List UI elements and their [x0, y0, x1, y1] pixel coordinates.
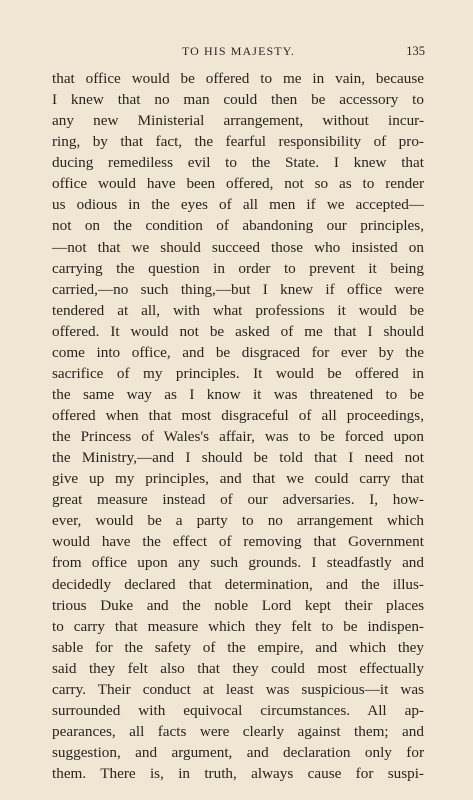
text-line: them. There is, in truth, always cause for suspi- — [52, 765, 424, 783]
page-number: 135 — [406, 44, 425, 58]
text-line: any new Ministerial arrangement, without incur- — [52, 112, 424, 130]
text-line: sacrifice of my principles. It would be offered in — [52, 364, 424, 382]
running-head: TO HIS MAJESTY. — [181, 44, 296, 58]
text-line: carrying the question in order to prevent it being — [52, 259, 424, 277]
text-line: the Ministry,—and I should be told that I need not — [52, 449, 424, 467]
text-line: said they felt also that they could most effectually — [52, 659, 424, 677]
text-line: that office would be offered to me in vain, because — [52, 70, 424, 87]
text-line: offered when that most disgraceful of all proceedings, — [52, 407, 424, 424]
text-line: tendered at all, with what professions it would be — [52, 301, 424, 319]
text-line: carried,—no such thing,—but I knew if office were — [52, 280, 424, 298]
text-line: surrounded with equivocal circumstances. All ap- — [52, 701, 424, 719]
text-line: ring, by that fact, the fearful responsibility of pro- — [52, 133, 424, 151]
text-line: suggestion, and argument, and declaration only for — [52, 744, 424, 761]
page-header — [52, 44, 425, 60]
text-line: the Princess of Wales's affair, was to be forced upon — [52, 428, 424, 446]
text-line: decidedly declared that determination, and the illus- — [52, 575, 424, 593]
text-line: I knew that no man could then be accessory to — [52, 91, 424, 109]
text-line: —not that we should succeed those who insisted on — [52, 238, 424, 256]
text-line: the same way as I know it was threatened to be — [52, 385, 424, 403]
body-text — [52, 68, 424, 784]
text-line: come into office, and be disgraced for ever by the — [52, 343, 424, 361]
text-line: carry. Their conduct at least was suspicious—it was — [52, 680, 424, 698]
text-line: not on the condition of abandoning our principles, — [52, 217, 424, 235]
text-line: ever, would be a party to no arrangement which — [52, 512, 424, 530]
text-line: trious Duke and the noble Lord kept their places — [52, 596, 424, 614]
text-line: ducing remediless evil to the State. I knew that — [52, 154, 424, 172]
text-line: to carry that measure which they felt to be indispen- — [52, 617, 424, 635]
text-line: sable for the safety of the empire, and which they — [52, 638, 424, 656]
text-line: offered. It would not be asked of me that I should — [52, 322, 424, 340]
text-line: give up my principles, and that we could carry that — [52, 470, 424, 488]
text-line: would have the effect of removing that Government — [52, 533, 424, 551]
text-line: great measure instead of our adversaries. I, how- — [52, 491, 424, 509]
text-line: office would have been offered, not so as to render — [52, 175, 424, 193]
text-line: from office upon any such grounds. I steadfastly and — [52, 554, 424, 572]
text-line: us odious in the eyes of all men if we accepted— — [52, 196, 424, 214]
text-line: pearances, all facts were clearly against them; and — [52, 722, 424, 740]
